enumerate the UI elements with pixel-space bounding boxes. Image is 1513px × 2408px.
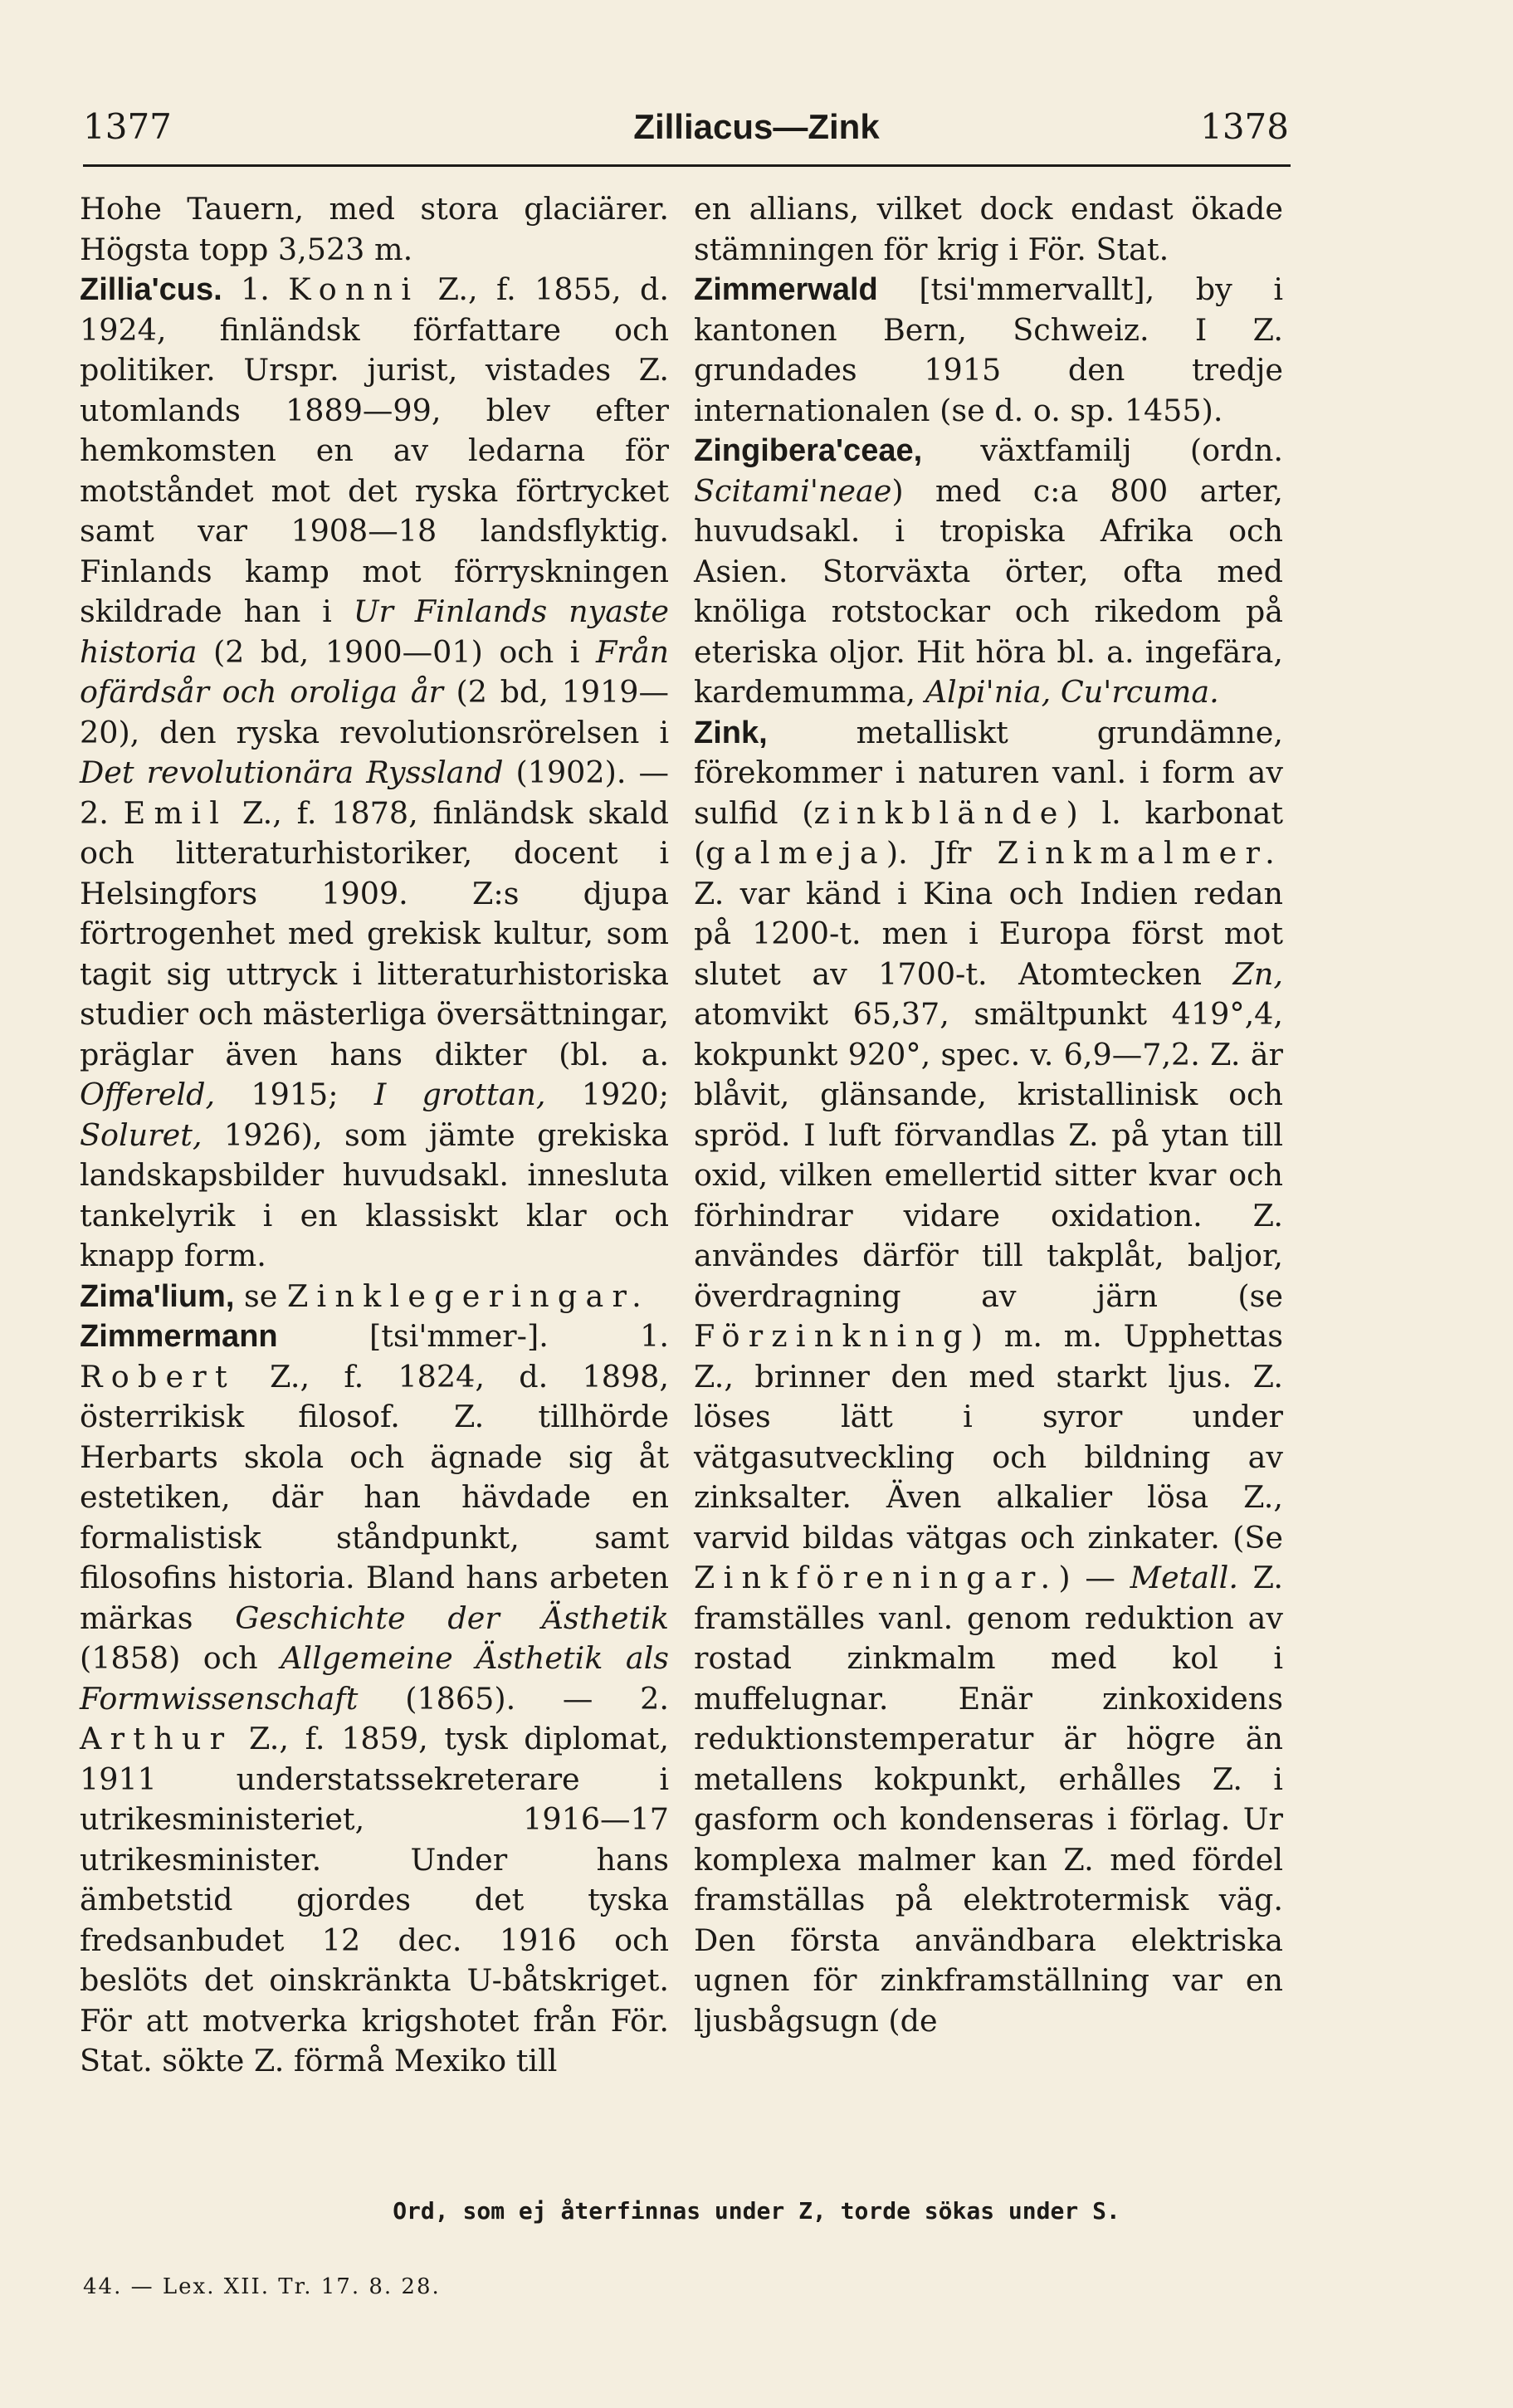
continuation-text: Hohe Tauern, med stora glaciärer. Högsta topp 3,523 m. bbox=[80, 191, 669, 267]
left-column bbox=[80, 189, 669, 2082]
page-number-right: 1378 bbox=[1200, 106, 1289, 147]
entry-zingiberaceae: Zingibera'ceae, växtfamilj (ordn. Scitami'neae) med c:a 800 arter, huvudsakl. i tropiska Afrika och Asien. Storväxta örter, ofta med knöliga rotstockar och rikedom på eteriska oljor. Hit höra bl. a. ingefära, kardemumma, Alpi'nia, Cu'rcuma. bbox=[694, 432, 1283, 710]
entry-zink: Zink, metalliskt grundämne, förekommer i naturen vanl. i form av sulfid (zinkblände) l. karbonat (galmeja). Jfr Zinkmalmer. Z. var känd i Kina och Indien redan på 1200-t. men i Europa först mot slutet av 1700-t. Atomtecken Zn, atomvikt 65,37, smältpunkt 419°,4, kokpunkt 920°, spec. v. 6,9—7,2. Z. är blåvit, glänsande, kristallinisk och spröd. I luft förvandlas Z. på ytan till oxid, vilken emellertid sitter kvar och förhindrar vidare oxidation. Z. användes därför till takplåt, baljor, överdragning av järn (se Förzinkning) m. m. Upphettas Z., brinner den med starkt ljus. Z. löses lätt i syror under vätgasutveckling och bildning av zinksalter. Även alkalier lösa Z., varvid bildas vätgas och zinkater. (Se Zinkföreningar.) — Metall. Z. framställes vanl. genom reduktion av rostad zinkmalm med kol i muffelugnar. Enär zinkoxidens reduktionstemperatur är högre än metallens kokpunkt, erhålles Z. i gasform och kondenseras i förlag. Ur komplexa malmer kan Z. med fördel framställas på elektrotermisk väg. Den första användbara elektriska ugnen för zinkframställning var en ljusbågsugn (de bbox=[694, 714, 1283, 2039]
headword: Zillia'cus. bbox=[80, 272, 222, 307]
entry-zimmerwald: Zimmerwald [tsi'mmervallt], by i kantonen Bern, Schweiz. I Z. grundades 1915 den tredje internationalen (se d. o. sp. 1455). bbox=[694, 271, 1283, 428]
printer-signature: 44. — Lex. XII. Tr. 17. 8. 28. bbox=[83, 2274, 441, 2299]
header-rule bbox=[83, 164, 1291, 167]
entry-zilliacus: Zillia'cus. 1. Konni Z., f. 1855, d. 1924, finländsk författare och politiker. Urspr. jurist, vistades Z. utomlands 1889—99, blev efter hemkomsten en av ledarna för motståndet mot det ryska förtrycket samt var 1908—18 landsflyktig. Finlands kamp mot förryskningen skildrade han i Ur Finlands nyaste historia (2 bd, 1900—01) och i Från ofärdsår och oroliga år (2 bd, 1919—20), den ryska revolutionsrörelsen i Det revolutionära Ryssland (1902). — 2. Emil Z., f. 1878, finländsk skald och litteraturhistoriker, docent i Helsingfors 1909. Z:s djupa förtrogenhet med grekisk kultur, som tagit sig uttryck i litteraturhistoriska studier och mästerliga översättningar, präglar även hans dikter (bl. a. Offereld, 1915; I grottan, 1920; Soluret, 1926), som jämte grekiska landskapsbilder huvudsakl. innesluta tankelyrik i en klassiskt klar och knapp form. bbox=[80, 271, 669, 1273]
footer-note: Ord, som ej återfinnas under Z, torde sökas under S. bbox=[393, 2197, 1120, 2225]
headword: Zink, bbox=[694, 715, 768, 750]
entry-zimmermann: Zimmermann [tsi'mmer-]. 1. Robert Z., f. 1824, d. 1898, österrikisk filosof. Z. tillhörde Herbarts skola och ägnade sig åt estetiken, där han hävdade en formalistisk ståndpunkt, samt filosofins historia. Bland hans arbeten märkas Geschichte der Ästhetik (1858) och Allgemeine Ästhetik als Formwissenschaft (1865). — 2. Arthur Z., f. 1859, tysk diplomat, 1911 understatssekreterare i utrikesministeriet, 1916—17 utrikesminister. Under hans ämbetstid gjordes det tyska fredsanbudet 12 dec. 1916 och beslöts det oinskränkta U-båtskriget. För att motverka krigshotet från För. Stat. sökte Z. förmå Mexiko till bbox=[80, 1318, 669, 2078]
page-number-left: 1377 bbox=[83, 106, 172, 147]
right-column bbox=[694, 189, 1283, 2041]
running-title: Zilliacus—Zink bbox=[633, 107, 880, 146]
entry-zimalium: Zima'lium, se Zinklegeringar. bbox=[80, 1277, 650, 1314]
headword: Zimmerwald bbox=[694, 272, 878, 307]
continuation-text: en allians, vilket dock endast ökade stämningen för krig i För. Stat. bbox=[694, 191, 1283, 267]
headword: Zima'lium, bbox=[80, 1278, 235, 1314]
headword: Zimmermann bbox=[80, 1319, 278, 1354]
headword: Zingibera'ceae, bbox=[694, 433, 923, 468]
